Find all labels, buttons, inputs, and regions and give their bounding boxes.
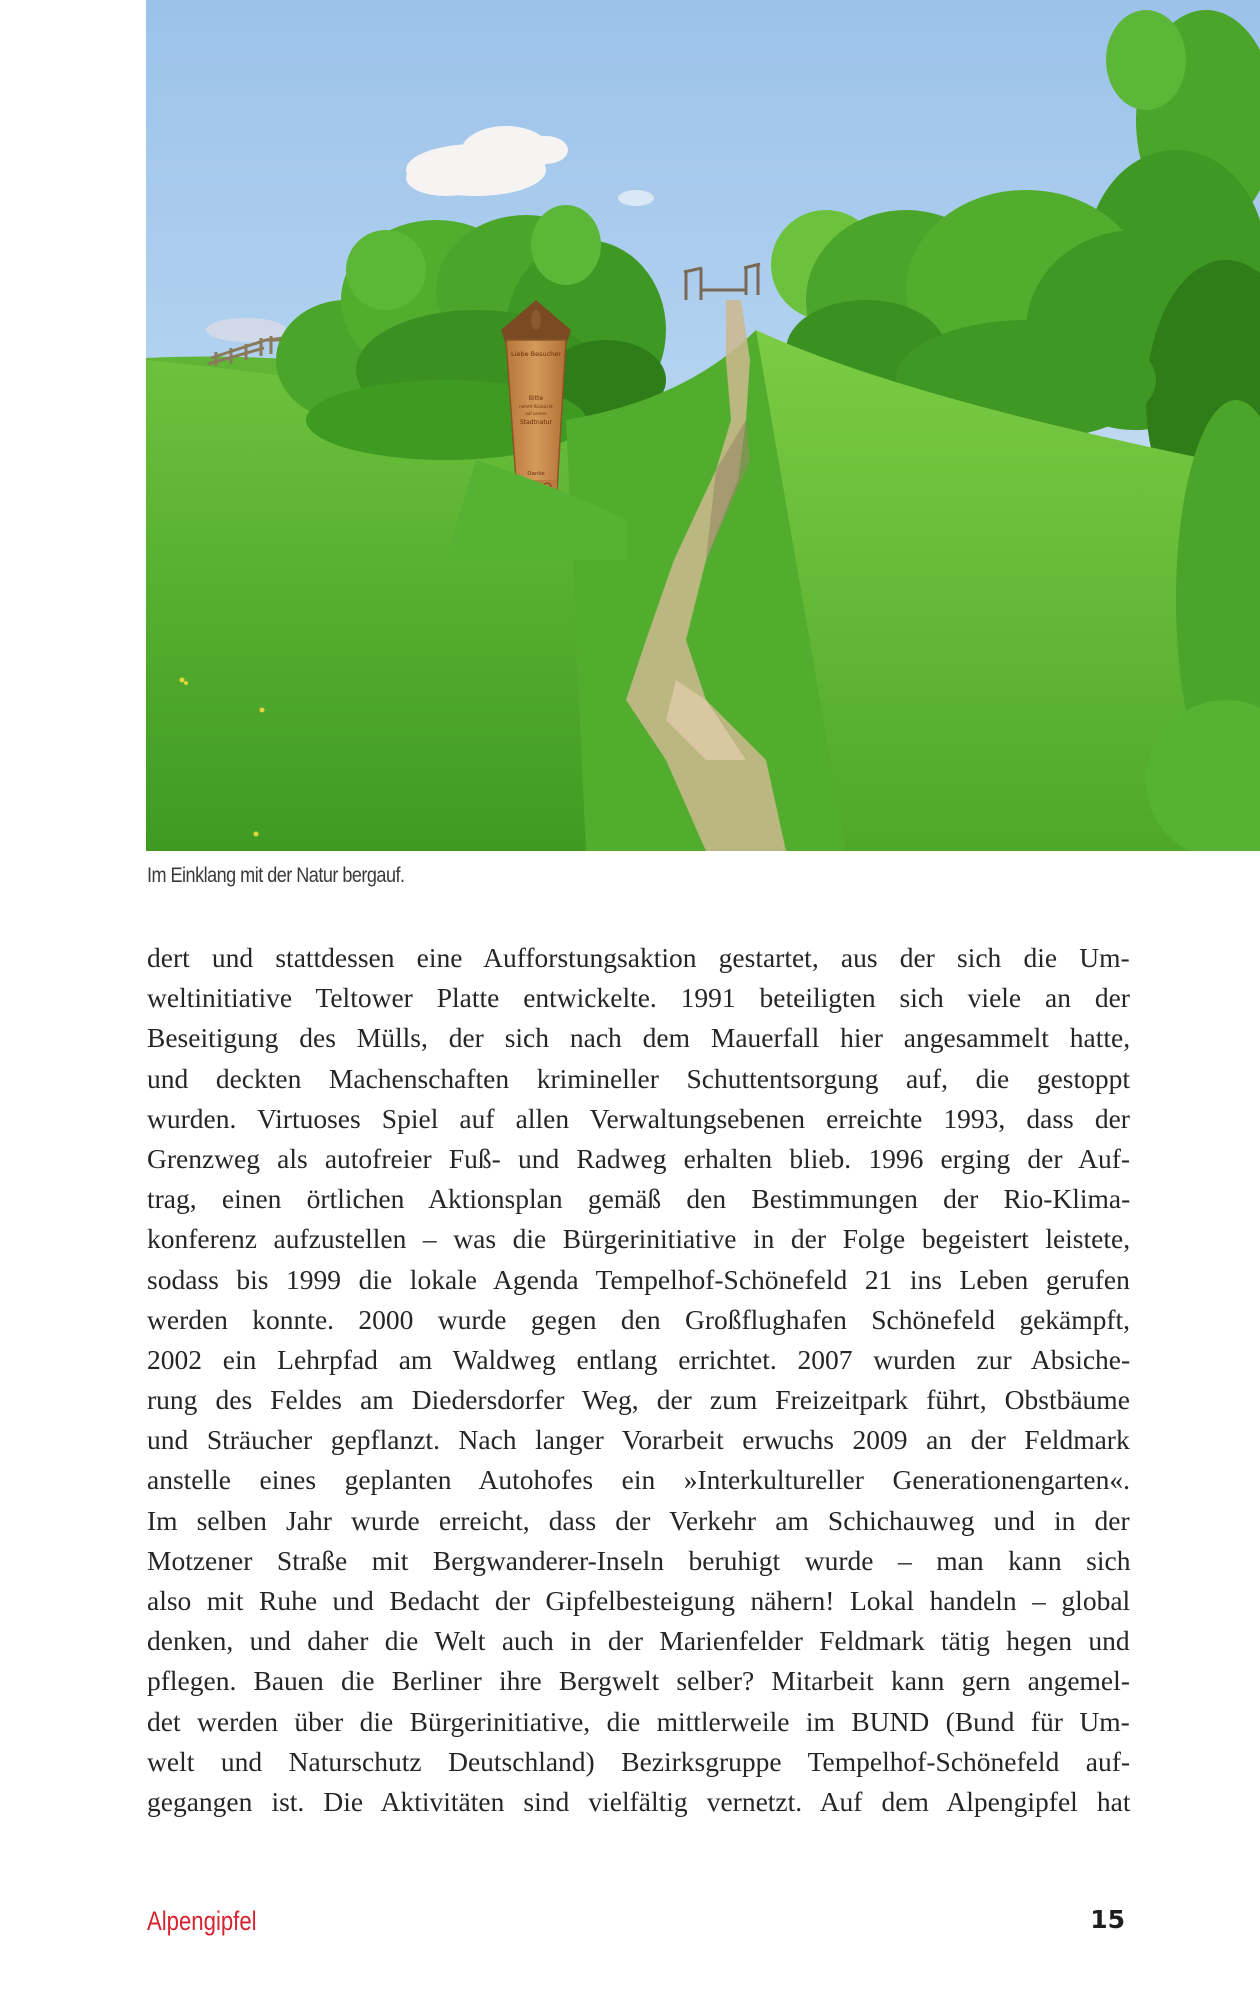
running-title: Alpengipfel (147, 1906, 257, 1936)
text-line: Im selben Jahr wurde erreicht, dass der Verkehr am Schichauweg und in der (147, 1504, 1130, 1536)
text-line: also mit Ruhe und Bedacht der Gipfelbesteigung nähern! Lokal handeln – global (147, 1585, 1131, 1616)
sign-greeting: Liebe Besucher (511, 350, 561, 358)
text-line: Beseitigung des Mülls, der sich nach dem Mauerfall hier angesammelt hatte, (147, 1022, 1131, 1054)
hillside-path-photo (146, 0, 1260, 851)
text-line: dert und stattdessen eine Aufforstungsaktion gestartet, aus der sich die Um- (147, 942, 1130, 973)
text-line: pflegen. Bauen die Berliner ihre Bergwelt selber? Mitarbeit kann gern angemel- (147, 1665, 1130, 1697)
sign-thanks: Danke (527, 471, 545, 477)
text-line: sodass bis 1999 die lokale Agenda Tempelhof-Schönefeld 21 ins Leben gerufen (147, 1263, 1130, 1295)
text-line: Motzener Straße mit Bergwanderer-Inseln beruhigt wurde – man kann sich (147, 1544, 1131, 1576)
text-line: weltinitiative Teltower Platte entwickelte. 1991 beteiligten sich viele an der (147, 982, 1130, 1014)
text-line: rung des Feldes am Diedersdorfer Weg, der zum Freizeitpark führt, Obstbäume (147, 1384, 1130, 1416)
sign-request: Bitte (528, 395, 544, 402)
page-number: 15 (1090, 1905, 1125, 1934)
text-line: denken, und daher die Welt auch in der Marienfelder Feldmark tätig hegen und (147, 1625, 1130, 1657)
body-text (147, 938, 1130, 1822)
text-line: Grenzweg als autofreier Fuß- und Radweg erhalten blieb. 1996 erging der Auf- (147, 1142, 1131, 1174)
figure-caption: Im Einklang mit der Natur bergauf. (147, 864, 405, 887)
text-line: det werden über die Bürgerinitiative, die mittlerweile im BUND (Bund für Um- (147, 1705, 1130, 1737)
text-line: und deckten Machenschaften krimineller Schuttentsorgung auf, die gestoppt (147, 1062, 1131, 1094)
text-line: gegangen ist. Die Aktivitäten sind vielfältig vernetzt. Auf dem Alpengipfel hat (147, 1785, 1131, 1817)
text-line: anstelle eines geplanten Autohofes ein »Interkultureller Generationengarten«. (147, 1464, 1130, 1496)
sign-line-c: Stadtnatur (519, 419, 553, 426)
text-line: 2002 ein Lehrpfad am Waldweg entlang errichtet. 2007 wurden zur Absiche- (147, 1343, 1131, 1375)
text-line: welt und Naturschutz Deutschland) Bezirksgruppe Tempelhof-Schönefeld auf- (147, 1745, 1131, 1777)
text-line: wurden. Virtuoses Spiel auf allen Verwaltungsebenen erreichte 1993, dass der (147, 1102, 1130, 1134)
sign-line-b: auf unsere (525, 411, 547, 416)
photo-figure (146, 0, 1260, 851)
text-line: und Sträucher gepflanzt. Nach langer Vorarbeit erwuchs 2009 an der Feldmark (147, 1424, 1130, 1456)
text-line: konferenz aufzustellen – was die Bürgerinitiative in der Folge begeistert leistete, (147, 1223, 1131, 1255)
text-line: trag, einen örtlichen Aktionsplan gemäß den Bestimmungen der Rio-Klima- (147, 1183, 1131, 1215)
sign-line-a: nehmt Rücksicht (519, 404, 553, 409)
text-line: werden konnte. 2000 wurde gegen den Großflughafen Schönefeld gekämpft, (147, 1303, 1131, 1335)
